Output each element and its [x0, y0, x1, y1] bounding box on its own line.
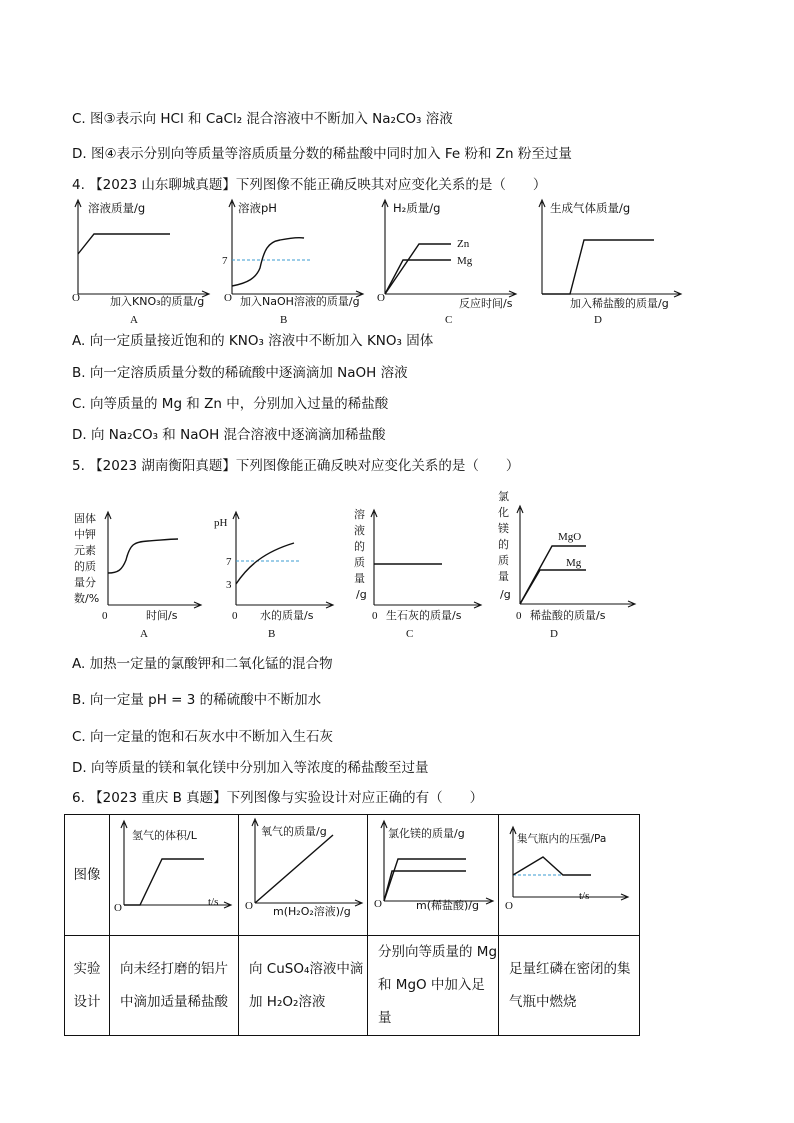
- q5a-xlabel: 时间/s: [146, 609, 178, 622]
- q4b-tick-7: 7: [222, 255, 228, 267]
- q5-option-b: B. 向一定量 pH = 3 的稀硫酸中不断加水: [72, 692, 322, 708]
- q4d-letter: D: [594, 314, 602, 326]
- q6-head-design-2: 设计: [73, 993, 101, 1010]
- q6-head-design: [65, 936, 110, 1036]
- q5d-ylabel-4: 的: [498, 538, 509, 551]
- q4d-ylabel: 生成气体质量/g: [550, 201, 631, 215]
- q5a-ylabel-1: 固体: [74, 512, 96, 525]
- q6g3-origin: O: [374, 898, 382, 910]
- q4-option-b: B. 向一定溶质质量分数的稀硫酸中逐滴滴加 NaOH 溶液: [72, 365, 408, 381]
- q5a-ylabel-6: 数/%: [74, 592, 100, 605]
- q5c-ylabel-3: 的: [354, 540, 365, 553]
- q5a-origin: 0: [102, 610, 108, 622]
- q6-graph-2: [239, 815, 368, 936]
- q6-design-3: [368, 936, 499, 1036]
- q4c-xlabel: 反应时间/s: [459, 297, 513, 310]
- q4a-ylabel: 溶液质量/g: [88, 201, 146, 215]
- q4c-letter: C: [445, 314, 453, 326]
- q6-design-2: [239, 936, 368, 1036]
- q5c-ylabel-4: 质: [354, 556, 365, 569]
- q4-stem: 4. 【2023 山东聊城真题】下列图像不能正确反映其对应变化关系的是（ ）: [72, 177, 547, 193]
- q5-option-a: A. 加热一定量的氯酸钾和二氧化锰的混合物: [72, 656, 333, 672]
- q6g3-ylabel: 氯化镁的质量/g: [388, 827, 465, 840]
- q4b-letter: B: [280, 314, 288, 326]
- q4b-ylabel: 溶液pH: [238, 201, 277, 215]
- q4-graph-d: [530, 198, 690, 328]
- q3-option-d: D. 图④表示分别向等质量等溶质质量分数的稀盐酸中同时加入 Fe 粉和 Zn 粉至过量: [72, 146, 572, 162]
- q4-option-d: D. 向 Na₂CO₃ 和 NaOH 混合溶液中逐滴滴加稀盐酸: [72, 427, 386, 443]
- q5d-ylabel-7: /g: [500, 588, 511, 601]
- q5-graph-a: [72, 506, 212, 642]
- q6-graph-3: [368, 815, 499, 936]
- q5c-ylabel-5: 量: [354, 572, 365, 585]
- q6g1-origin: O: [114, 902, 122, 914]
- q4a-xlabel: 加入KNO₃的质量/g: [110, 295, 205, 308]
- q5a-ylabel-4: 的质: [74, 560, 96, 573]
- q5d-series-mgo: MgO: [558, 531, 582, 543]
- q5d-series-mg: Mg: [566, 557, 582, 569]
- q4a-origin: O: [72, 292, 80, 304]
- q4c-ylabel: H₂质量/g: [393, 201, 441, 215]
- q6g1-xlabel: t/s: [208, 896, 219, 908]
- q5-graph-d: [494, 486, 644, 642]
- q6-design-3-line1: 分别向等质量的 Mg: [378, 944, 498, 960]
- q5c-ylabel-6: /g: [356, 588, 367, 601]
- q6-row-graphs: [65, 815, 640, 936]
- q4-option-c: C. 向等质量的 Mg 和 Zn 中，分别加入过量的稀盐酸: [72, 396, 389, 412]
- q6-row-designs: [65, 936, 640, 1036]
- q4c-series-mg: Mg: [457, 255, 473, 267]
- q4c-origin: O: [377, 292, 385, 304]
- q6g2-xlabel: m(H₂O₂溶液)/g: [273, 905, 351, 918]
- q5a-letter: A: [140, 628, 148, 640]
- q6-stem: 6. 【2023 重庆 B 真题】下列图像与实验设计对应正确的有（ ）: [72, 790, 484, 806]
- q6-design-4: [499, 936, 640, 1036]
- q5c-xlabel: 生石灰的质量/s: [386, 609, 462, 622]
- q5d-ylabel-1: 氯: [498, 490, 509, 503]
- q6g1-ylabel: 氢气的体积/L: [132, 829, 197, 842]
- q5d-ylabel-5: 质: [498, 554, 509, 567]
- q5d-ylabel-3: 镁: [498, 522, 509, 535]
- q4-graph-a: [72, 198, 222, 328]
- q6g4-origin: O: [505, 900, 513, 912]
- q6-design-1: [110, 936, 239, 1036]
- q5c-letter: C: [406, 628, 414, 640]
- q5-graph-c: [350, 500, 490, 642]
- q5d-ylabel-6: 量: [498, 570, 509, 583]
- q5d-xlabel: 稀盐酸的质量/s: [530, 609, 606, 622]
- q6g4-ylabel: 集气瓶内的压强/Pa: [517, 833, 607, 845]
- q6-graph-4: [499, 815, 640, 936]
- q5a-ylabel-2: 中钾: [74, 528, 96, 541]
- q5-stem: 5. 【2023 湖南衡阳真题】下列图像能正确反映对应变化关系的是（ ）: [72, 458, 520, 474]
- q4c-series-zn: Zn: [457, 238, 470, 250]
- q5c-ylabel-2: 液: [354, 524, 365, 537]
- q5d-ylabel-2: 化: [498, 506, 509, 519]
- q5b-tick-7: 7: [226, 556, 232, 568]
- q5b-origin: 0: [232, 610, 238, 622]
- q5b-letter: B: [268, 628, 276, 640]
- q6-head-graph: 图像: [65, 815, 110, 936]
- q5d-letter: D: [550, 628, 558, 640]
- q5c-ylabel-1: 溶: [354, 508, 365, 521]
- q6g4-xlabel: t/s: [579, 890, 590, 902]
- q4b-xlabel: 加入NaOH溶液的质量/g: [240, 295, 360, 308]
- q6-graph-1: [110, 815, 239, 936]
- q6g3-xlabel: m(稀盐酸)/g: [416, 899, 479, 912]
- q5a-ylabel-5: 量分: [74, 576, 96, 589]
- q5-option-d: D. 向等质量的镁和氧化镁中分别加入等浓度的稀盐酸至过量: [72, 760, 429, 776]
- q6-design-2-line1: 向 CuSO₄溶液中滴: [249, 960, 364, 977]
- q6g2-ylabel: 氧气的质量/g: [261, 825, 327, 838]
- q4-graph-b: [222, 198, 372, 328]
- q5b-tick-3: 3: [226, 579, 232, 591]
- q6-design-2-line2: 加 H₂O₂溶液: [249, 993, 326, 1010]
- q5d-origin: 0: [516, 610, 522, 622]
- q6-design-1-line2: 中滴加适量稀盐酸: [120, 993, 228, 1010]
- q4-graph-c: [377, 198, 527, 328]
- q5b-xlabel: 水的质量/s: [260, 609, 314, 622]
- q6-head-design-1: 实验: [73, 960, 101, 977]
- q5-graph-b: [212, 506, 342, 642]
- q3-option-c: C. 图③表示向 HCl 和 CaCl₂ 混合溶液中不断加入 Na₂CO₃ 溶液: [72, 111, 453, 127]
- q5c-origin: 0: [372, 610, 378, 622]
- q6-design-4-line2: 气瓶中燃烧: [509, 993, 577, 1010]
- q6-design-4-line1: 足量红磷在密闭的集: [509, 960, 631, 977]
- q6-design-3-line2: 和 MgO 中加入足量: [378, 977, 485, 1026]
- q5b-ylabel: pH: [214, 517, 228, 529]
- q6-design-1-line1: 向未经打磨的铝片: [120, 960, 228, 977]
- q4b-origin: O: [224, 292, 232, 304]
- q5-option-c: C. 向一定量的饱和石灰水中不断加入生石灰: [72, 729, 334, 745]
- q4a-letter: A: [130, 314, 138, 326]
- q4d-xlabel: 加入稀盐酸的质量/g: [570, 297, 669, 310]
- q6g2-origin: O: [245, 900, 253, 912]
- q5a-ylabel-3: 元素: [74, 544, 96, 557]
- q6-table: [64, 814, 640, 1036]
- q4-option-a: A. 向一定质量接近饱和的 KNO₃ 溶液中不断加入 KNO₃ 固体: [72, 333, 434, 349]
